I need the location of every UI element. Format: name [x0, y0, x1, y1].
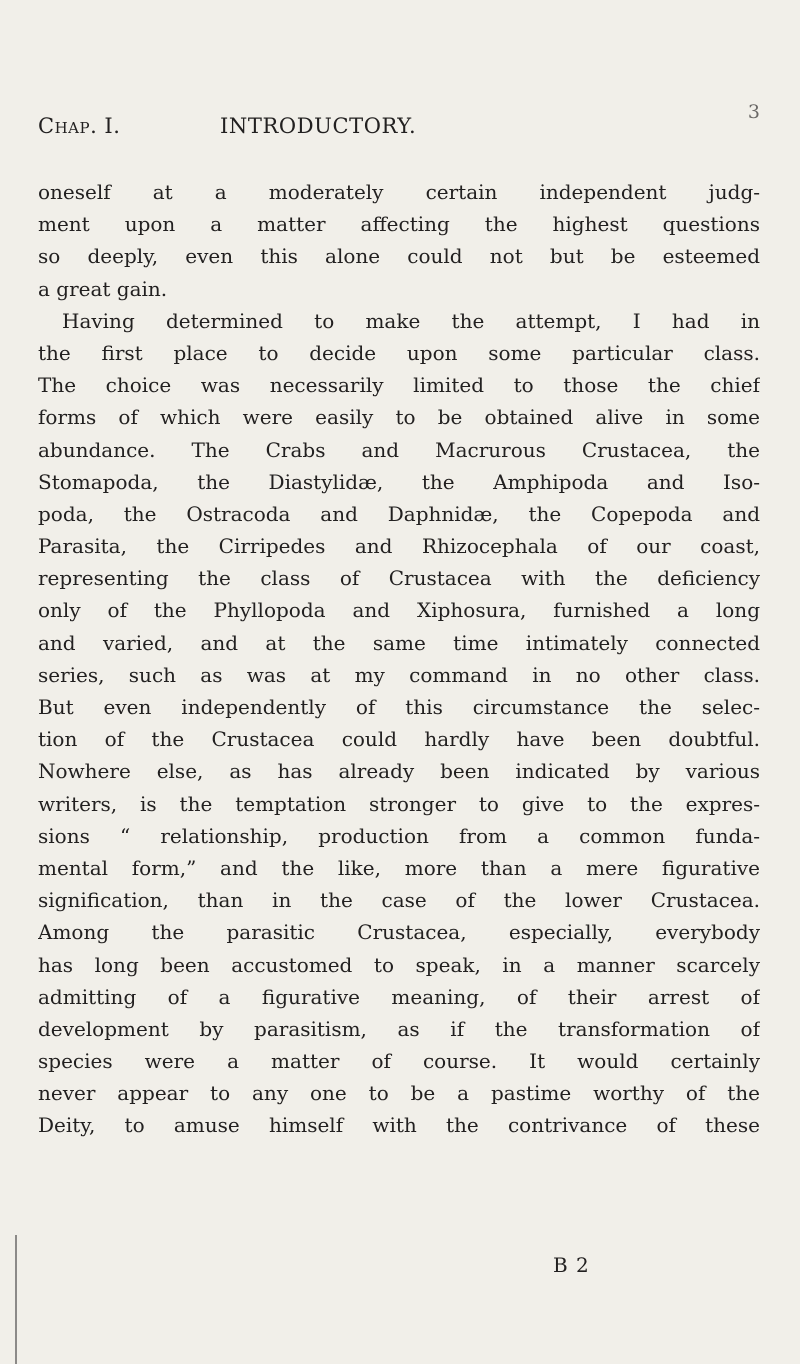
text-line: Stomapoda, the Diastylidæ, the Amphipoda and Iso-: [38, 469, 760, 494]
text-line: only of the Phyllopoda and Xiphosura, furnished a long: [38, 598, 760, 623]
text-line: poda, the Ostracoda and Daphnidæ, the Copepoda and: [38, 501, 760, 526]
signature-mark: B 2: [553, 1253, 590, 1277]
text-line: the first place to decide upon some particular class.: [38, 340, 760, 365]
text-line: species were a matter of course. It would certainly: [38, 1049, 760, 1074]
text-line: Having determined to make the attempt, I had in: [62, 308, 760, 333]
binding-edge-line: [15, 1235, 17, 1364]
text-line: and varied, and at the same time intimately connected: [38, 630, 760, 655]
body-text: [38, 176, 760, 1142]
text-line: tion of the Crustacea could hardly have been doubtful.: [38, 727, 760, 752]
text-line: so deeply, even this alone could not but be esteemed: [38, 244, 760, 269]
text-line: Among the parasitic Crustacea, especially, everybody: [38, 920, 760, 945]
text-line: Parasita, the Cirripedes and Rhizocephala of our coast,: [38, 534, 760, 559]
text-line: ment upon a matter affecting the highest questions: [38, 212, 760, 237]
text-line: writers, is the temptation stronger to give to the expres-: [38, 791, 760, 816]
text-line: oneself at a moderately certain independent judg-: [38, 180, 760, 204]
text-line: sions “ relationship, production from a common funda-: [38, 823, 760, 848]
text-line: abundance. The Crabs and Macrurous Crustacea, the: [38, 437, 760, 462]
text-line: signification, than in the case of the lower Crustacea.: [38, 888, 760, 913]
text-line: a great gain.: [38, 276, 168, 301]
text-line: development by parasitism, as if the transformation of: [38, 1016, 760, 1041]
text-line: has long been accustomed to speak, in a manner scarcely: [38, 952, 760, 977]
text-line: But even independently of this circumstance the selec-: [38, 695, 760, 719]
text-line: Nowhere else, as has already been indicated by various: [38, 759, 760, 784]
text-line: The choice was necessarily limited to those the chief: [38, 373, 760, 398]
text-line: forms of which were easily to be obtained alive in some: [38, 405, 760, 430]
chapter-title: INTRODUCTORY.: [220, 114, 417, 138]
text-line: representing the class of Crustacea with the deficiency: [38, 566, 760, 591]
text-line: mental form,” and the like, more than a mere figurative: [38, 855, 760, 880]
text-line: Deity, to amuse himself with the contrivance of these: [38, 1113, 760, 1138]
text-line: admitting of a figurative meaning, of their arrest of: [38, 984, 760, 1009]
running-head: [38, 101, 760, 142]
page-number: 3: [747, 101, 760, 123]
chapter-label: Chap. I.: [38, 114, 121, 138]
text-line: series, such as was at my command in no other class.: [38, 662, 760, 687]
text-line: never appear to any one to be a pastime worthy of the: [38, 1081, 760, 1106]
